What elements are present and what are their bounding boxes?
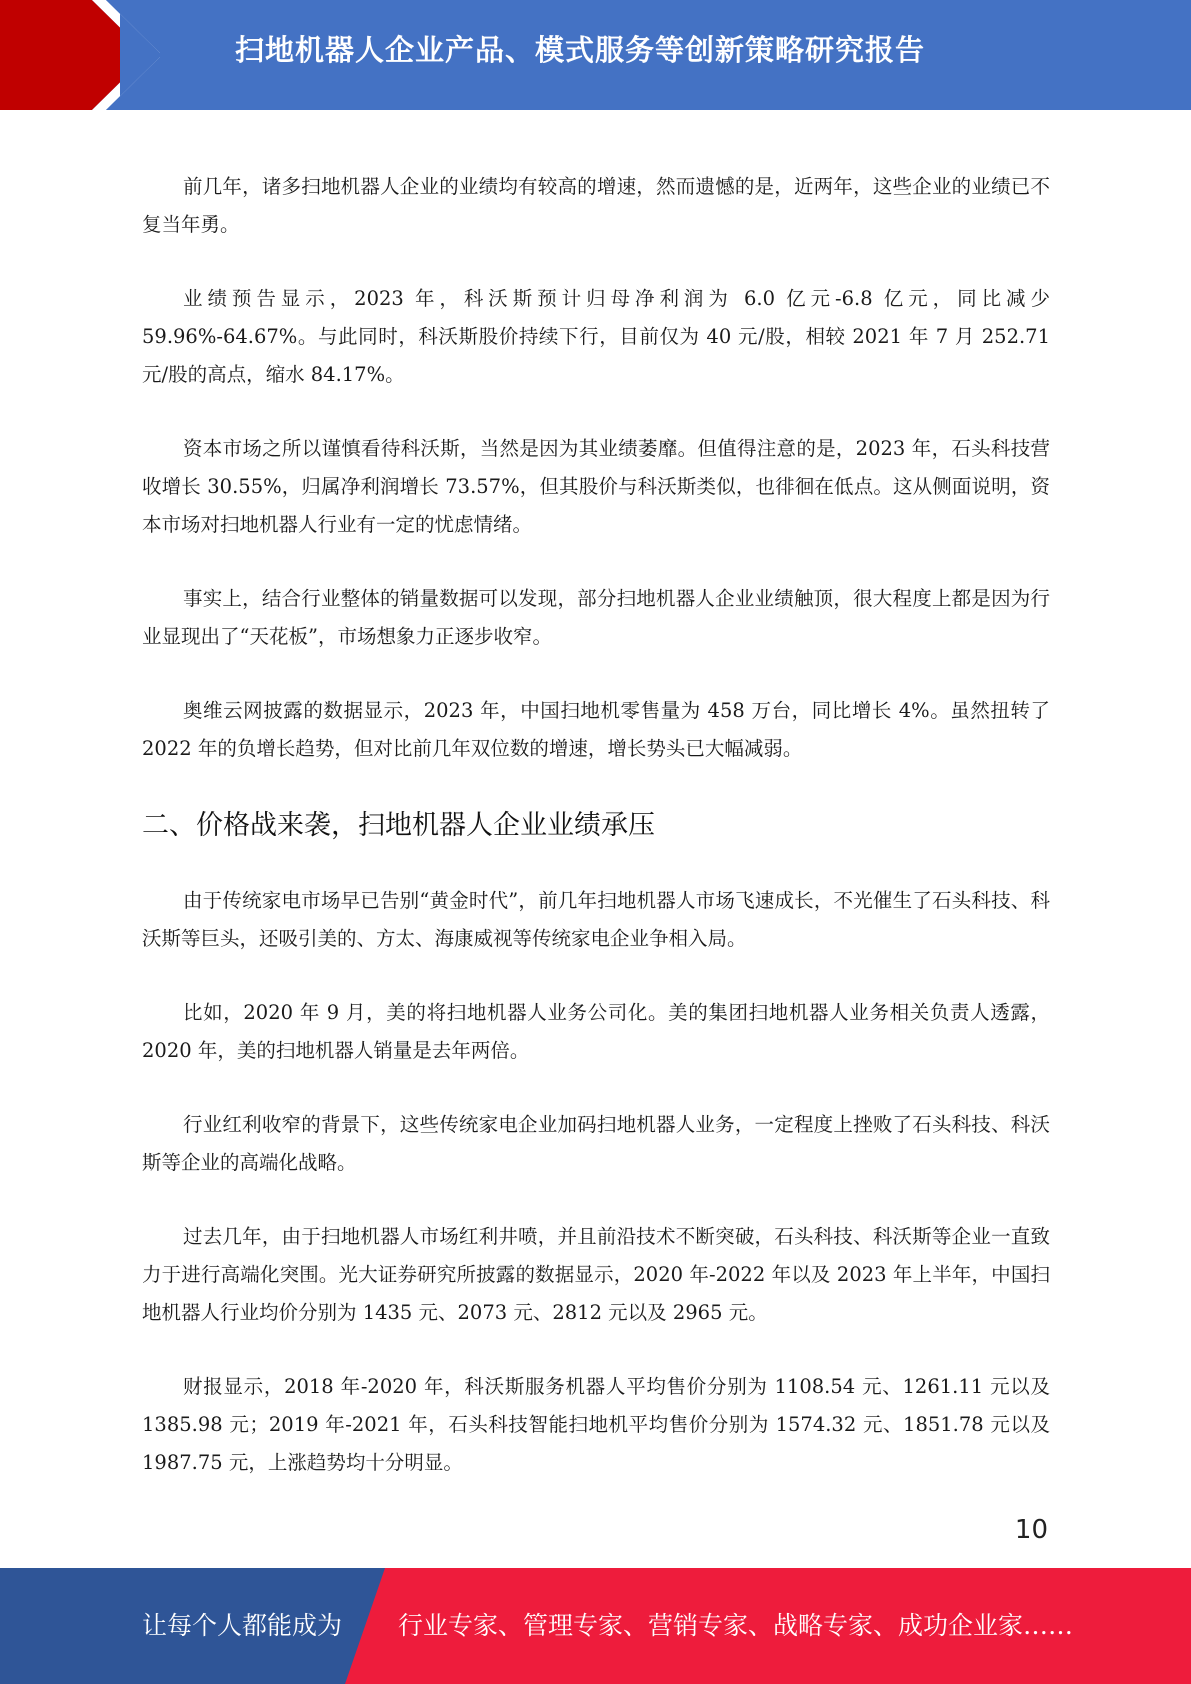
page-number: 10: [1014, 1515, 1048, 1545]
paragraph: 由于传统家电市场早已告别“黄金时代”，前几年扫地机器人市场飞速成长，不光催生了石头科技、科沃斯等巨头，还吸引美的、方太、海康威视等传统家电企业争相入局。: [142, 889, 1050, 950]
paragraph: 资本市场之所以谨慎看待科沃斯，当然是因为其业绩萎靡。但值得注意的是，2023 年，石头科技营收增长 30.55%，归属净利润增长 73.57%，但其股价与科沃斯类似，也徘徊在低点。这从侧面说明，资本市场对扫地机器人行业有一定的忧虑情绪。: [142, 437, 1050, 536]
footer-slogan-left: 让每个人都能成为: [142, 1611, 343, 1640]
paragraph: 比如，2020 年 9 月，美的将扫地机器人业务公司化。美的集团扫地机器人业务相关负责人透露，2020 年，美的扫地机器人销量是去年两倍。: [142, 1001, 1050, 1062]
section-heading: 二、价格战来袭，扫地机器人企业业绩承压: [142, 810, 655, 841]
paragraph: 前几年，诸多扫地机器人企业的业绩均有较高的增速，然而遗憾的是，近两年，这些企业的业绩已不复当年勇。: [142, 175, 1050, 236]
header-arrow-decoration: [0, 0, 160, 110]
report-title: 扫地机器人企业产品、模式服务等创新策略研究报告: [235, 33, 926, 67]
page-header: [0, 0, 1191, 110]
footer-slogan-right: 行业专家、管理专家、营销专家、战略专家、成功企业家……: [398, 1611, 1074, 1640]
paragraph: 过去几年，由于扫地机器人市场红利井喷，并且前沿技术不断突破，石头科技、科沃斯等企业一直致力于进行高端化突围。光大证券研究所披露的数据显示，2020 年-2022 年以及 2023 年上半年，中国扫地机器人行业均价分别为 1435 元、2073 元、2812 元以及 2965 元。: [142, 1225, 1050, 1324]
paragraph: 业绩预告显示，2023 年，科沃斯预计归母净利润为 6.0 亿元-6.8 亿元，同比减少 59.96%-64.67%。与此同时，科沃斯股价持续下行，目前仅为 40 元/股，相较 2021 年 7 月 252.71 元/股的高点，缩水 84.17%。: [142, 287, 1050, 386]
page-footer: [0, 1568, 1191, 1684]
paragraph: 行业红利收窄的背景下，这些传统家电企业加码扫地机器人业务，一定程度上挫败了石头科技、科沃斯等企业的高端化战略。: [142, 1113, 1050, 1174]
paragraph: 事实上，结合行业整体的销量数据可以发现，部分扫地机器人企业业绩触顶，很大程度上都是因为行业显现出了“天花板”，市场想象力正逐步收窄。: [142, 587, 1050, 648]
page-content: [142, 168, 1050, 1518]
paragraph: 财报显示，2018 年-2020 年，科沃斯服务机器人平均售价分别为 1108.54 元、1261.11 元以及 1385.98 元；2019 年-2021 年，石头科技智能扫地机平均售价分别为 1574.32 元、1851.78 元以及 1987.75 元，上涨趋势均十分明显。: [142, 1375, 1050, 1474]
paragraph: 奥维云网披露的数据显示，2023 年，中国扫地机零售量为 458 万台，同比增长 4%。虽然扭转了 2022 年的负增长趋势，但对比前几年双位数的增速，增长势头已大幅减弱。: [142, 699, 1050, 760]
